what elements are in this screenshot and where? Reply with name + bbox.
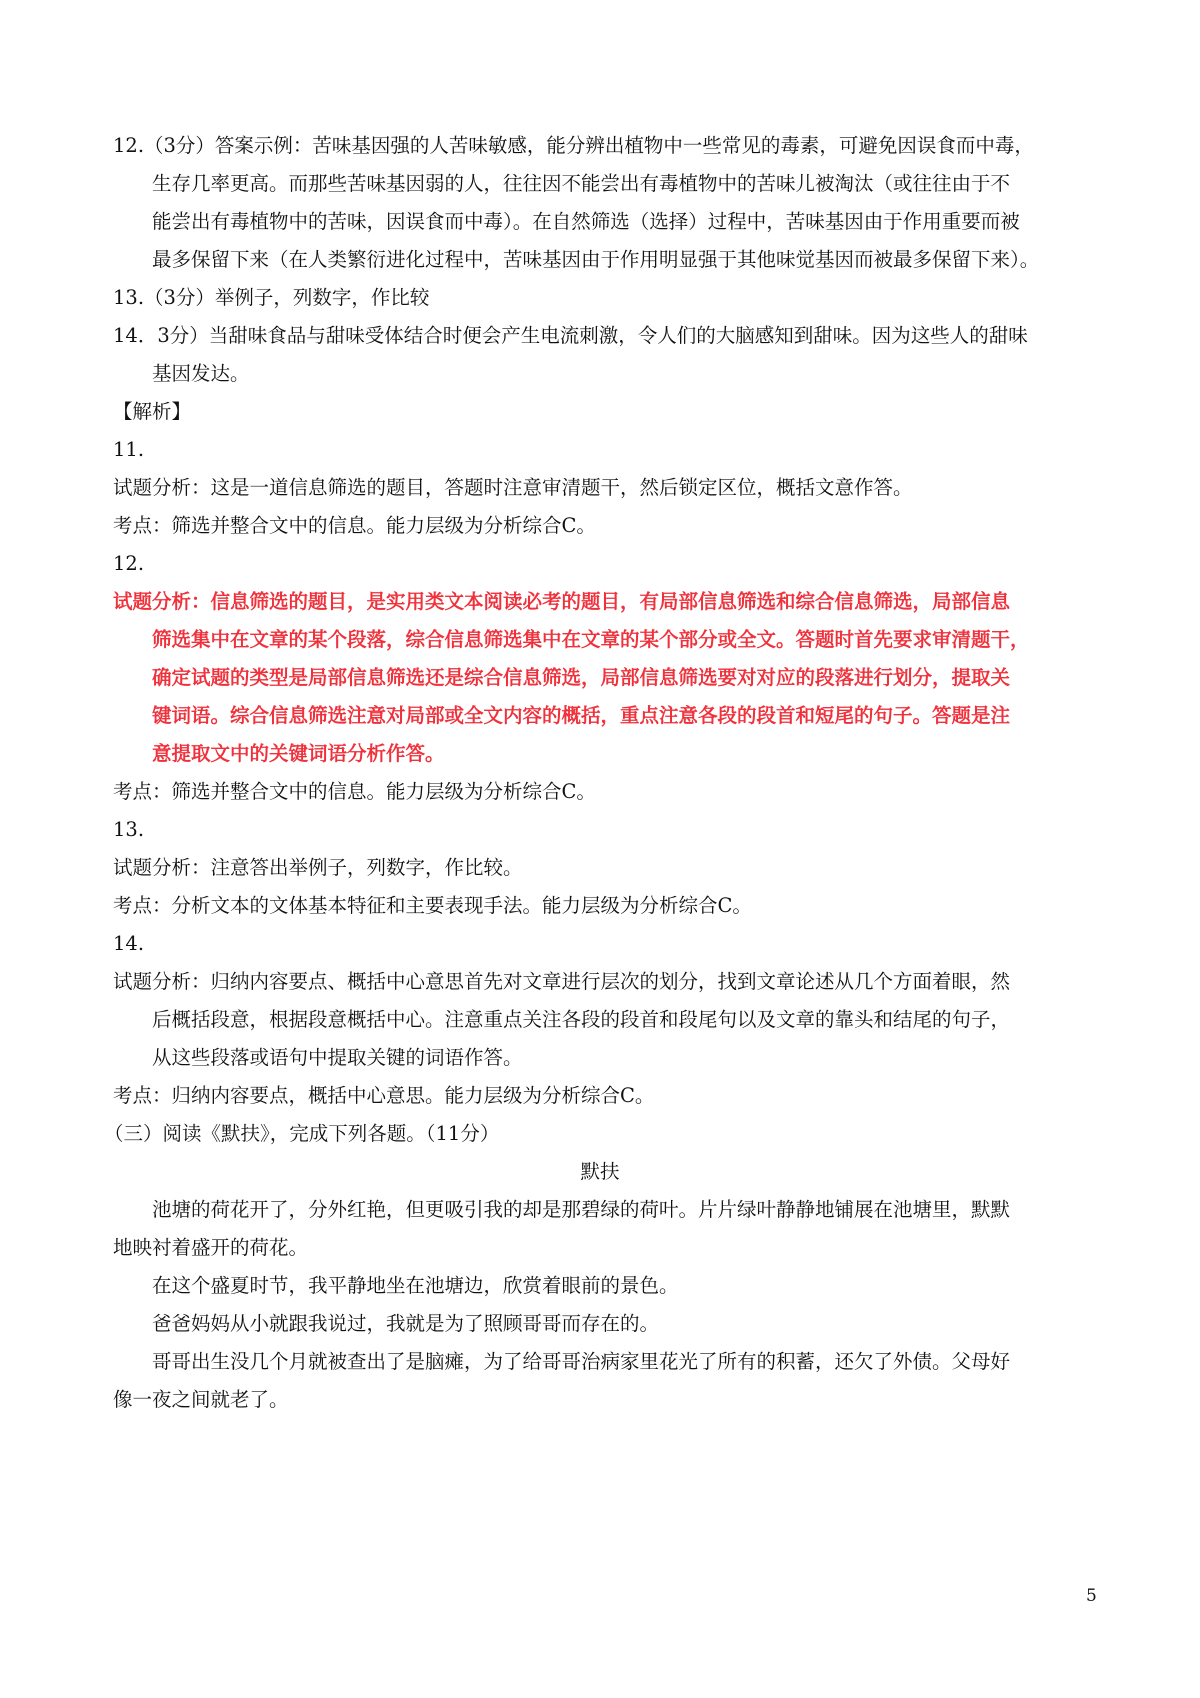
analysis-11-number: 11. — [113, 438, 145, 461]
analysis-14-text-line-1: 试题分析：归纳内容要点、概括中心意思首先对文章进行层次的划分，找到文章论述从几个方面着眼，然 — [113, 970, 1011, 993]
analysis-11-point: 考点：筛选并整合文中的信息。能力层级为分析综合C。 — [113, 514, 596, 537]
analysis-14-text-line-3: 从这些段落或语句中提取关键的词语作答。 — [152, 1046, 523, 1069]
paragraph-4-line-1: 哥哥出生没几个月就被查出了是脑瘫，为了给哥哥治病家里花光了所有的积蓄，还欠了外债。父母好 — [152, 1350, 1011, 1373]
reading-title: 默扶 — [580, 1160, 620, 1183]
answer-12-line-3: 能尝出有毒植物中的苦味，因误食而中毒）。在自然筛选（选择）过程中，苦味基因由于作用重要而被 — [152, 210, 1020, 233]
analysis-12-red-line-4: 键词语。综合信息筛选注意对局部或全文内容的概括，重点注意各段的段首和短尾的句子。答题是注 — [152, 704, 1011, 727]
analysis-12-red-line-5: 意提取文中的关键词语分析作答。 — [152, 742, 445, 765]
answer-13: 13.（3分）举例子，列数字，作比较 — [113, 286, 430, 309]
analysis-11-text: 试题分析：这是一道信息筛选的题目，答题时注意审清题干，然后锁定区位，概括文意作答。 — [113, 476, 913, 499]
paragraph-2: 在这个盛夏时节，我平静地坐在池塘边，欣赏着眼前的景色。 — [152, 1274, 679, 1297]
answer-12-line-4: 最多保留下来（在人类繁衍进化过程中，苦味基因由于作用明显强于其他味觉基因而被最多保留下来）。 — [152, 248, 1040, 271]
analysis-12-red-line-3: 确定试题的类型是局部信息筛选还是综合信息筛选，局部信息筛选要对对应的段落进行划分，提取关 — [152, 666, 1011, 689]
analysis-13-number: 13. — [113, 818, 145, 841]
page-number: 5 — [1086, 1586, 1097, 1606]
analysis-12-point: 考点：筛选并整合文中的信息。能力层级为分析综合C。 — [113, 780, 596, 803]
paragraph-1-line-1: 池塘的荷花开了，分外红艳，但更吸引我的却是那碧绿的荷叶。片片绿叶静静地铺展在池塘里，默默 — [152, 1198, 1011, 1221]
analysis-14-number: 14. — [113, 932, 145, 955]
analysis-heading: 【解析】 — [113, 400, 192, 423]
analysis-13-point: 考点：分析文本的文体基本特征和主要表现手法。能力层级为分析综合C。 — [113, 894, 752, 917]
reading-instruction: （三）阅读《默扶》，完成下列各题。（11分） — [104, 1122, 500, 1145]
paragraph-1-line-2: 地映衬着盛开的荷花。 — [113, 1236, 309, 1259]
paragraph-4-line-2: 像一夜之间就老了。 — [113, 1388, 289, 1411]
answer-12-line-2: 生存几率更高。而那些苦味基因弱的人，往往因不能尝出有毒植物中的苦味儿被淘汰（或往往由于不 — [152, 172, 1011, 195]
analysis-13-text: 试题分析：注意答出举例子，列数字，作比较。 — [113, 856, 523, 879]
analysis-12-red-line-2: 筛选集中在文章的某个段落，综合信息筛选集中在文章的某个部分或全文。答题时首先要求审清题干， — [152, 628, 1030, 651]
analysis-14-point: 考点：归纳内容要点，概括中心意思。能力层级为分析综合C。 — [113, 1084, 655, 1107]
answer-14-line-2: 基因发达。 — [152, 362, 250, 385]
analysis-12-red-line-1: 试题分析：信息筛选的题目，是实用类文本阅读必考的题目，有局部信息筛选和综合信息筛选，局部信息 — [113, 590, 1011, 613]
answer-12-line-1: 12.（3分）答案示例：苦味基因强的人苦味敏感，能分辨出植物中一些常见的毒素，可避免因误食而中毒， — [113, 134, 1034, 157]
answer-14-line-1: 14．3分）当甜味食品与甜味受体结合时便会产生电流刺激，令人们的大脑感知到甜味。因为这些人的甜味 — [113, 324, 1028, 347]
analysis-14-text-line-2: 后概括段意，根据段意概括中心。注意重点关注各段的段首和段尾句以及文章的靠头和结尾的句子， — [152, 1008, 1011, 1031]
paragraph-3: 爸爸妈妈从小就跟我说过，我就是为了照顾哥哥而存在的。 — [152, 1312, 660, 1335]
analysis-12-number: 12. — [113, 552, 145, 575]
